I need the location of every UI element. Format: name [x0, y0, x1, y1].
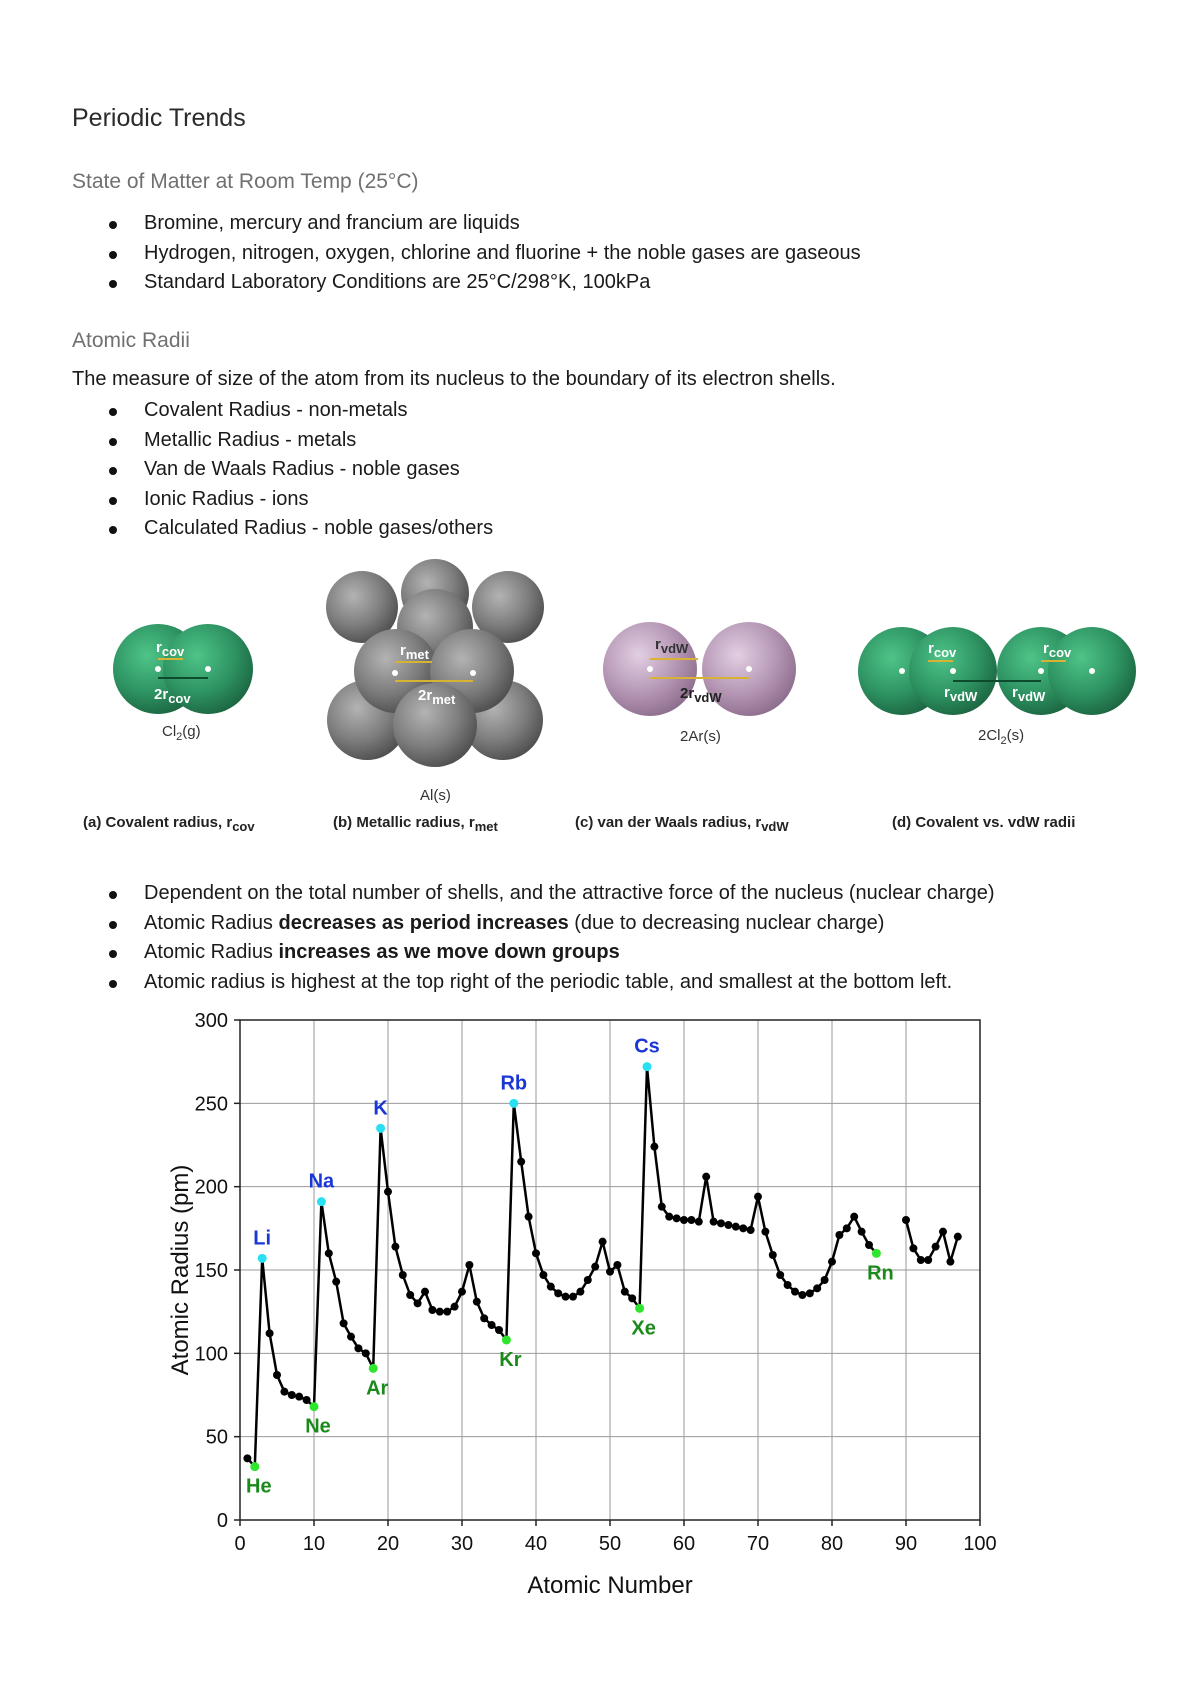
data-point	[517, 1158, 525, 1166]
data-point	[569, 1293, 577, 1301]
highlight-point	[369, 1364, 378, 1373]
data-point	[747, 1226, 755, 1234]
panel-caption: (d) Covalent vs. vdW radii	[892, 814, 1076, 831]
list-item: Standard Laboratory Conditions are 25°C/298°K, 100kPa	[106, 268, 861, 298]
data-point	[754, 1193, 762, 1201]
panel-covalent-radius	[83, 624, 255, 834]
data-point	[761, 1228, 769, 1236]
data-point	[680, 1216, 688, 1224]
y-tick-label: 150	[194, 1260, 228, 1282]
x-tick-label: 60	[672, 1533, 696, 1555]
data-point	[717, 1219, 725, 1227]
data-point	[843, 1224, 851, 1232]
data-point	[539, 1271, 547, 1279]
diameter-label: 2rmet	[418, 687, 456, 707]
highlight-point	[310, 1402, 319, 1411]
nucleus-dot	[899, 668, 905, 674]
data-point	[554, 1289, 562, 1297]
data-point	[865, 1241, 873, 1249]
covalent-radius-label: rcov	[928, 640, 957, 660]
element-label: Ne	[305, 1415, 331, 1438]
list-item: Metallic Radius - metals	[106, 426, 493, 456]
list-item: Atomic radius is highest at the top right of the periodic table, and smallest at the bottom left.	[106, 968, 995, 998]
data-point	[458, 1288, 466, 1296]
data-point	[243, 1454, 251, 1462]
data-point	[606, 1268, 614, 1276]
nucleus-dot	[155, 666, 161, 672]
data-point	[436, 1308, 444, 1316]
highlight-point	[250, 1462, 259, 1471]
data-point	[465, 1261, 473, 1269]
element-label: Rn	[867, 1262, 894, 1285]
highlight-point	[258, 1254, 267, 1263]
data-point	[710, 1218, 718, 1226]
formula-label: $2Cl_2(s)$	[978, 727, 1025, 747]
data-point	[702, 1173, 710, 1181]
list-item: Atomic Radius decreases as period increases (due to decreasing nuclear charge)	[106, 909, 995, 939]
data-point	[303, 1396, 311, 1404]
y-axis-title: Atomic Radius (pm)	[167, 1164, 194, 1376]
x-tick-label: 40	[524, 1533, 548, 1555]
x-tick-label: 100	[963, 1533, 997, 1555]
data-point	[828, 1258, 836, 1266]
y-tick-label: 50	[205, 1426, 228, 1449]
section-heading-state-of-matter: State of Matter at Room Temp (25°C)	[72, 170, 419, 193]
element-label: Li	[253, 1227, 272, 1250]
y-tick-label: 250	[194, 1093, 228, 1116]
element-label: Na	[308, 1170, 335, 1193]
x-tick-label: 50	[598, 1533, 622, 1555]
data-point	[909, 1244, 917, 1252]
nucleus-dot	[205, 666, 211, 672]
data-point	[806, 1289, 814, 1297]
formula-label: Al(s)	[420, 787, 451, 804]
highlight-point	[317, 1197, 326, 1206]
data-point	[495, 1326, 503, 1334]
nucleus-dot	[392, 670, 398, 676]
data-point	[821, 1276, 829, 1284]
list-item: Calculated Radius - noble gases/others	[106, 514, 493, 544]
highlight-point	[509, 1099, 518, 1108]
data-point	[673, 1214, 681, 1222]
list-item: Hydrogen, nitrogen, oxygen, chlorine and fluorine + the noble gases are gaseous	[106, 239, 861, 269]
page-title: Periodic Trends	[72, 104, 246, 132]
y-tick-label: 100	[194, 1343, 228, 1366]
highlight-point	[376, 1124, 385, 1133]
y-tick-label: 200	[194, 1176, 228, 1199]
data-point	[525, 1213, 533, 1221]
data-point	[391, 1243, 399, 1251]
data-point	[421, 1288, 429, 1296]
radius-label: rmet	[400, 642, 429, 662]
data-point	[599, 1238, 607, 1246]
section-heading-atomic-radii: Atomic Radii	[72, 329, 190, 352]
vdw-radius-label: rvdW	[944, 684, 978, 704]
x-tick-label: 20	[376, 1533, 400, 1555]
data-point	[288, 1391, 296, 1399]
radius-types-list	[106, 396, 493, 544]
data-point	[591, 1263, 599, 1271]
list-item: Atomic Radius increases as we move down groups	[106, 938, 995, 968]
data-point	[813, 1284, 821, 1292]
panel-covalent-vs-vdw	[858, 627, 1136, 831]
y-tick-label: 300	[194, 1010, 228, 1032]
data-point	[473, 1298, 481, 1306]
x-tick-label: 10	[302, 1533, 326, 1555]
data-point	[266, 1329, 274, 1337]
state-of-matter-list	[106, 209, 861, 298]
data-point	[451, 1303, 459, 1311]
data-point	[791, 1288, 799, 1296]
formula-label: 2Ar(s)	[680, 728, 721, 745]
atomic-radii-definition: The measure of size of the atom from its nucleus to the boundary of its electron shells.	[72, 368, 836, 390]
nucleus-dot	[950, 668, 956, 674]
data-point	[835, 1231, 843, 1239]
diameter-label: 2rcov	[154, 686, 191, 706]
vdw-radius-label: rvdW	[1012, 684, 1046, 704]
data-point	[362, 1349, 370, 1357]
data-point	[628, 1294, 636, 1302]
list-item: Covalent Radius - non-metals	[106, 396, 493, 426]
data-point	[354, 1344, 362, 1352]
data-point	[798, 1291, 806, 1299]
x-tick-label: 70	[746, 1533, 770, 1555]
element-label: Kr	[499, 1349, 522, 1371]
panel-caption: (a) Covalent radius, rcov	[83, 814, 255, 834]
panel-metallic-radius	[326, 559, 544, 834]
panel-caption: (b) Metallic radius, rmet	[333, 814, 498, 834]
diameter-label: 2rvdW	[680, 685, 722, 705]
data-point	[280, 1388, 288, 1396]
nucleus-dot	[647, 666, 653, 672]
x-tick-label: 80	[820, 1533, 844, 1555]
data-point	[443, 1308, 451, 1316]
list-item: Bromine, mercury and francium are liquids	[106, 209, 861, 239]
data-point	[621, 1288, 629, 1296]
data-point	[695, 1218, 703, 1226]
radius-label: rcov	[156, 639, 185, 659]
data-point	[332, 1278, 340, 1286]
panel-van-der-waals-radius	[575, 622, 796, 834]
data-point	[665, 1213, 673, 1221]
data-point	[902, 1216, 910, 1224]
data-point	[532, 1249, 540, 1257]
data-point	[428, 1306, 436, 1314]
data-point	[584, 1276, 592, 1284]
data-point	[399, 1271, 407, 1279]
x-tick-label: 30	[450, 1533, 474, 1555]
element-label: Rb	[500, 1072, 528, 1095]
formula-label: $Cl_2(g)$	[162, 723, 201, 743]
data-point	[954, 1233, 962, 1241]
panel-caption: (c) van der Waals radius, rvdW	[575, 814, 789, 834]
data-point	[480, 1314, 488, 1322]
data-point	[932, 1243, 940, 1251]
list-item: Ionic Radius - ions	[106, 485, 493, 515]
element-label: He	[246, 1475, 272, 1498]
atomic-radius-chart	[150, 1005, 1000, 1615]
data-point	[414, 1299, 422, 1307]
x-tick-label: 90	[894, 1533, 918, 1555]
data-point	[917, 1256, 925, 1264]
element-label: Ar	[366, 1377, 389, 1400]
data-point	[784, 1281, 792, 1289]
data-point	[613, 1261, 621, 1269]
data-point	[340, 1319, 348, 1327]
highlight-point	[872, 1249, 881, 1258]
data-point	[939, 1228, 947, 1236]
data-point	[406, 1291, 414, 1299]
data-point	[776, 1271, 784, 1279]
data-point	[273, 1371, 281, 1379]
nucleus-dot	[1038, 668, 1044, 674]
data-point	[732, 1223, 740, 1231]
atomic-radius-figure	[0, 555, 1200, 845]
element-label: K	[373, 1097, 388, 1120]
data-point	[562, 1293, 570, 1301]
covalent-radius-label: rcov	[1043, 640, 1072, 660]
data-point	[347, 1333, 355, 1341]
data-point	[924, 1256, 932, 1264]
list-item: Van de Waals Radius - noble gases	[106, 455, 493, 485]
data-point	[576, 1288, 584, 1296]
atomic-radius-trends-list	[106, 879, 995, 997]
data-point	[488, 1321, 496, 1329]
element-label: Cs	[634, 1035, 660, 1058]
data-point	[658, 1203, 666, 1211]
data-point	[850, 1213, 858, 1221]
element-label: Xe	[631, 1317, 656, 1340]
nucleus-dot	[746, 666, 752, 672]
data-point	[384, 1188, 392, 1196]
nucleus-dot	[1089, 668, 1095, 674]
x-tick-label: 0	[234, 1533, 246, 1555]
x-axis-title: Atomic Number	[527, 1572, 693, 1599]
data-point	[687, 1216, 695, 1224]
nucleus-dot	[470, 670, 476, 676]
data-point	[858, 1228, 866, 1236]
y-tick-label: 0	[216, 1510, 228, 1532]
data-point	[769, 1251, 777, 1259]
radius-label: rvdW	[655, 636, 689, 656]
highlight-point	[635, 1304, 644, 1313]
data-point	[946, 1258, 954, 1266]
data-point	[547, 1283, 555, 1291]
highlight-point	[643, 1062, 652, 1071]
data-point	[295, 1393, 303, 1401]
data-point	[739, 1224, 747, 1232]
list-item: Dependent on the total number of shells, and the attractive force of the nucleus (nuclear charge)	[106, 879, 995, 909]
highlight-point	[502, 1336, 511, 1345]
data-point	[325, 1249, 333, 1257]
data-point	[650, 1143, 658, 1151]
data-point	[724, 1221, 732, 1229]
